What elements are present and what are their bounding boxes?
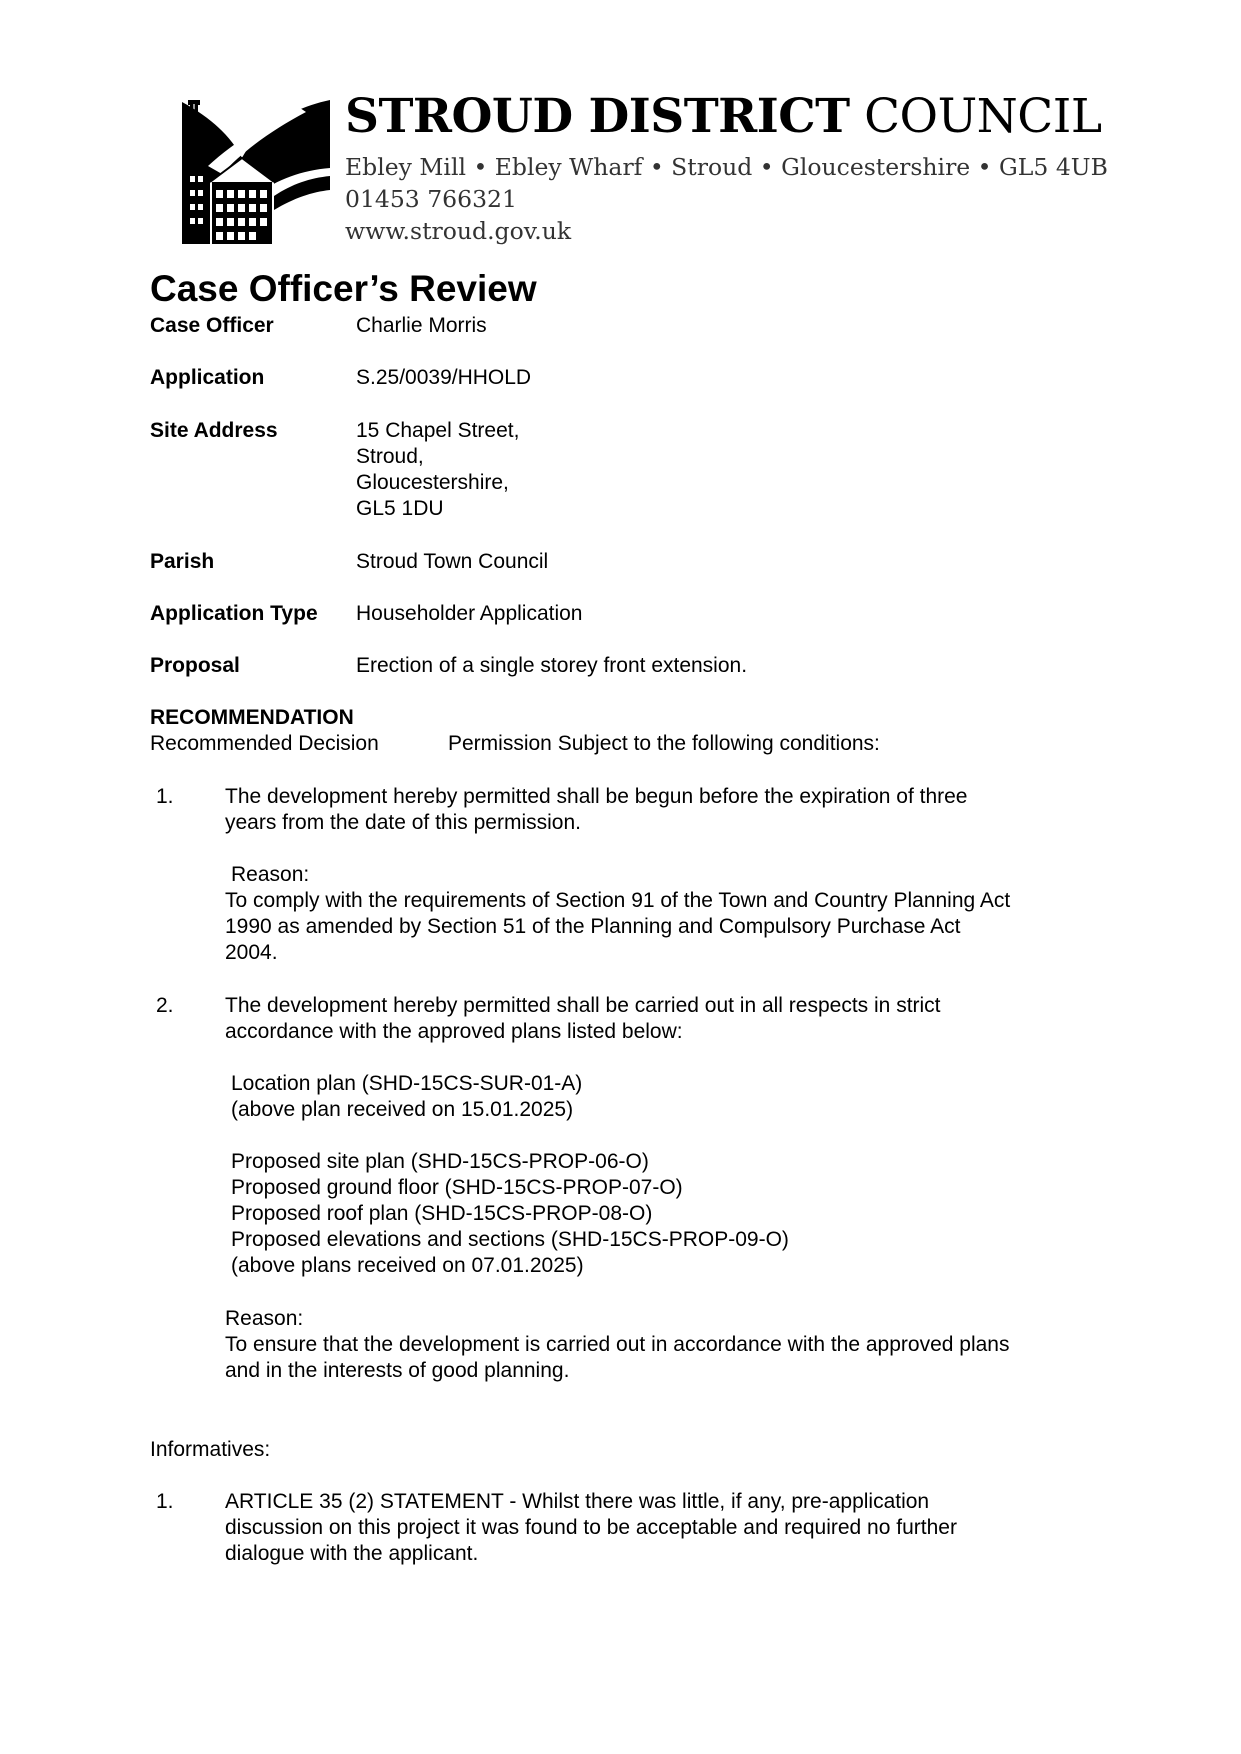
condition-reason-line: and in the interests of good planning. [225,1359,570,1382]
condition-reason-label: Reason: [231,863,310,886]
condition-reason-line: To ensure that the development is carried out in accordance with the approved plans [225,1333,1010,1356]
stroud-mill-logo-icon [182,98,332,246]
condition-reason-line: To comply with the requirements of Section 91 of the Town and Country Planning Act [225,889,1011,912]
plan-line: Location plan (SHD-15CS-SUR-01-A) [231,1072,583,1095]
page-title: Case Officer’s Review [150,268,537,309]
informative-text-line: ARTICLE 35 (2) STATEMENT - Whilst there was little, if any, pre-application [225,1490,930,1513]
condition-text-line: years from the date of this permission. [225,811,581,834]
plan-line: Proposed elevations and sections (SHD-15CS-PROP-09-O) [231,1228,789,1251]
informatives-heading: Informatives: [150,1438,271,1461]
plan-line: (above plan received on 15.01.2025) [231,1098,574,1121]
application-type-value: Householder Application [356,602,583,625]
condition-reason-line: 1990 as amended by Section 51 of the Planning and Compulsory Purchase Act [225,915,961,938]
site-address-line: Gloucestershire, [356,471,509,494]
condition-text-line: The development hereby permitted shall be carried out in all respects in strict [225,994,941,1017]
plan-line: Proposed roof plan (SHD-15CS-PROP-08-O) [231,1202,653,1225]
site-address-line: Stroud, [356,445,424,468]
application-value: S.25/0039/HHOLD [356,366,532,389]
proposal-label: Proposal [150,654,240,677]
condition-reason-label: Reason: [225,1307,304,1330]
parish-label: Parish [150,550,215,573]
plan-line: Proposed ground floor (SHD-15CS-PROP-07-O) [231,1176,683,1199]
site-address-line: 15 Chapel Street, [356,419,520,442]
council-name-bold: STROUD DISTRICT [345,89,850,144]
case-officer-label: Case Officer [150,314,274,337]
condition-number: 1. [156,785,174,808]
informative-number: 1. [156,1490,174,1513]
council-website: www.stroud.gov.uk [345,217,572,245]
council-phone: 01453 766321 [345,185,517,213]
council-logo [182,98,332,246]
application-type-label: Application Type [150,602,318,625]
council-name [345,89,1102,144]
case-officer-value: Charlie Morris [356,314,487,337]
parish-value: Stroud Town Council [356,550,549,573]
condition-reason-line: 2004. [225,941,278,964]
council-name-light: COUNCIL [864,89,1102,144]
site-address-line: GL5 1DU [356,497,444,520]
plan-line: (above plans received on 07.01.2025) [231,1254,584,1277]
informative-text-line: discussion on this project it was found to be acceptable and required no further [225,1516,957,1539]
condition-text-line: The development hereby permitted shall be begun before the expiration of three [225,785,968,808]
recommended-decision-value: Permission Subject to the following conditions: [448,732,880,755]
site-address-label: Site Address [150,419,278,442]
informative-text-line: dialogue with the applicant. [225,1542,479,1565]
application-label: Application [150,366,265,389]
council-address: Ebley Mill • Ebley Wharf • Stroud • Gloucestershire • GL5 4UB [345,153,1108,181]
condition-number: 2. [156,994,174,1017]
recommendation-heading: RECOMMENDATION [150,706,354,729]
proposal-value: Erection of a single storey front extension. [356,654,748,677]
plan-line: Proposed site plan (SHD-15CS-PROP-06-O) [231,1150,649,1173]
condition-text-line: accordance with the approved plans listed below: [225,1020,683,1043]
recommended-decision-label: Recommended Decision [150,732,379,755]
